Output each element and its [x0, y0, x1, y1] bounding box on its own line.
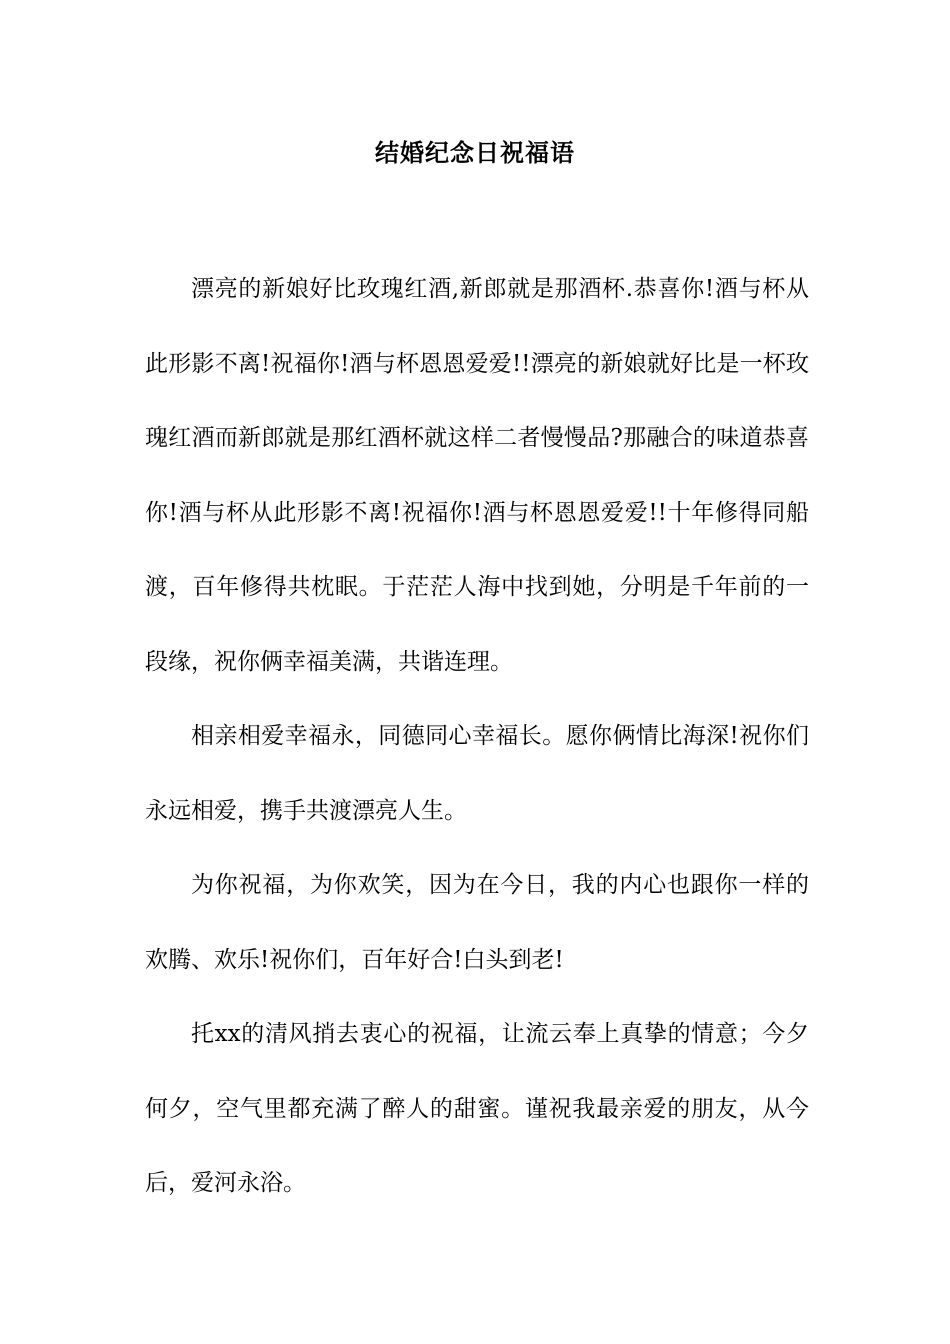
paragraph-1: 漂亮的新娘好比玫瑰红酒,新郎就是那酒杯.恭喜你!酒与杯从此形影不离!祝福你!酒与杯恩恩爱爱!!漂亮的新娘就好比是一杯玫瑰红酒而新郎就是那红酒杯就这样二者慢慢品?那融合的味道恭喜你!酒与杯从此形影不离!祝福你!酒与杯恩恩爱爱!!十年修得同船渡，百年修得共枕眠。于茫茫人海中找到她，分明是千年前的一段缘，祝你俩幸福美满，共谐连理。: [145, 276, 809, 675]
document-title: 结婚纪念日祝福语: [375, 139, 575, 167]
document-body: [145, 252, 809, 1221]
paragraph-4: 托xx的清风捎去衷心的祝福，让流云奉上真挚的情意；今夕何夕，空气里都充满了醉人的甜蜜。谨祝我最亲爱的朋友，从今后，爱河永浴。: [145, 1021, 809, 1196]
paragraph-2: 相亲相爱幸福永，同德同心幸福长。愿你俩情比海深!祝你们永远相爱，携手共渡漂亮人生。: [145, 723, 809, 824]
paragraph-3: 为你祝福，为你欢笑，因为在今日，我的内心也跟你一样的欢腾、欢乐!祝你们，百年好合!白头到老!: [145, 872, 809, 973]
